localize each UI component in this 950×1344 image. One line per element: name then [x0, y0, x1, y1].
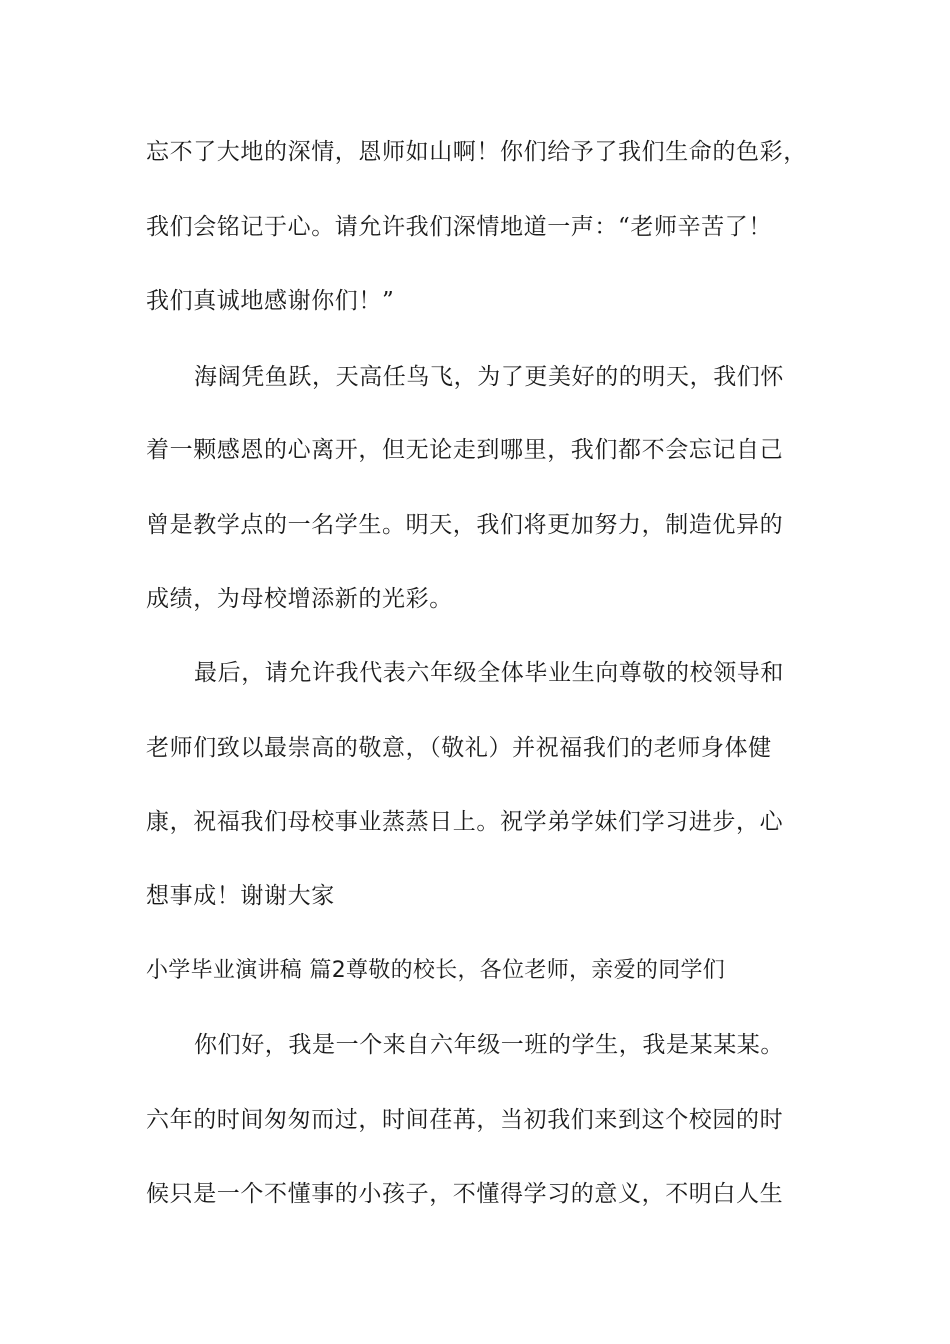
paragraph-2-line-3: 曾是教学点的一名学生。明天，我们将更加努力，制造优异的 [146, 512, 784, 538]
paragraph-1-line-3: 我们真诚地感谢你们！” [146, 288, 395, 314]
section-heading: 小学毕业演讲稿 篇2尊敬的校长，各位老师，亲爱的同学们 [146, 958, 726, 983]
paragraph-4-line-2: 六年的时间匆匆而过，时间荏苒，当初我们来到这个校园的时 [146, 1107, 784, 1133]
paragraph-2-line-4: 成绩，为母校增添新的光彩。 [146, 586, 453, 612]
paragraph-4-line-3: 候只是一个不懂事的小孩子，不懂得学习的意义，不明白人生 [146, 1181, 784, 1207]
paragraph-3-line-1: 最后，请允许我代表六年级全体毕业生向尊敬的校领导和 [194, 660, 784, 686]
paragraph-4-line-1: 你们好，我是一个来自六年级一班的学生，我是某某某。 [194, 1032, 784, 1058]
paragraph-3-line-3: 康，祝福我们母校事业蒸蒸日上。祝学弟学妹们学习进步，心 [146, 809, 784, 835]
paragraph-2-line-2: 着一颗感恩的心离开，但无论走到哪里，我们都不会忘记自己 [146, 437, 784, 463]
paragraph-1-line-2: 我们会铭记于心。请允许我们深情地道一声：“老师辛苦了！ [146, 214, 772, 240]
paragraph-1-line-1: 忘不了大地的深情，恩师如山啊！你们给予了我们生命的色彩， [146, 139, 807, 165]
paragraph-3-line-2: 老师们致以最崇高的敬意，（敬礼）并祝福我们的老师身体健 [146, 735, 772, 761]
paragraph-3-line-4: 想事成！谢谢大家 [146, 883, 335, 909]
paragraph-2-line-1: 海阔凭鱼跃，天高任鸟飞，为了更美好的的明天，我们怀 [194, 364, 784, 390]
